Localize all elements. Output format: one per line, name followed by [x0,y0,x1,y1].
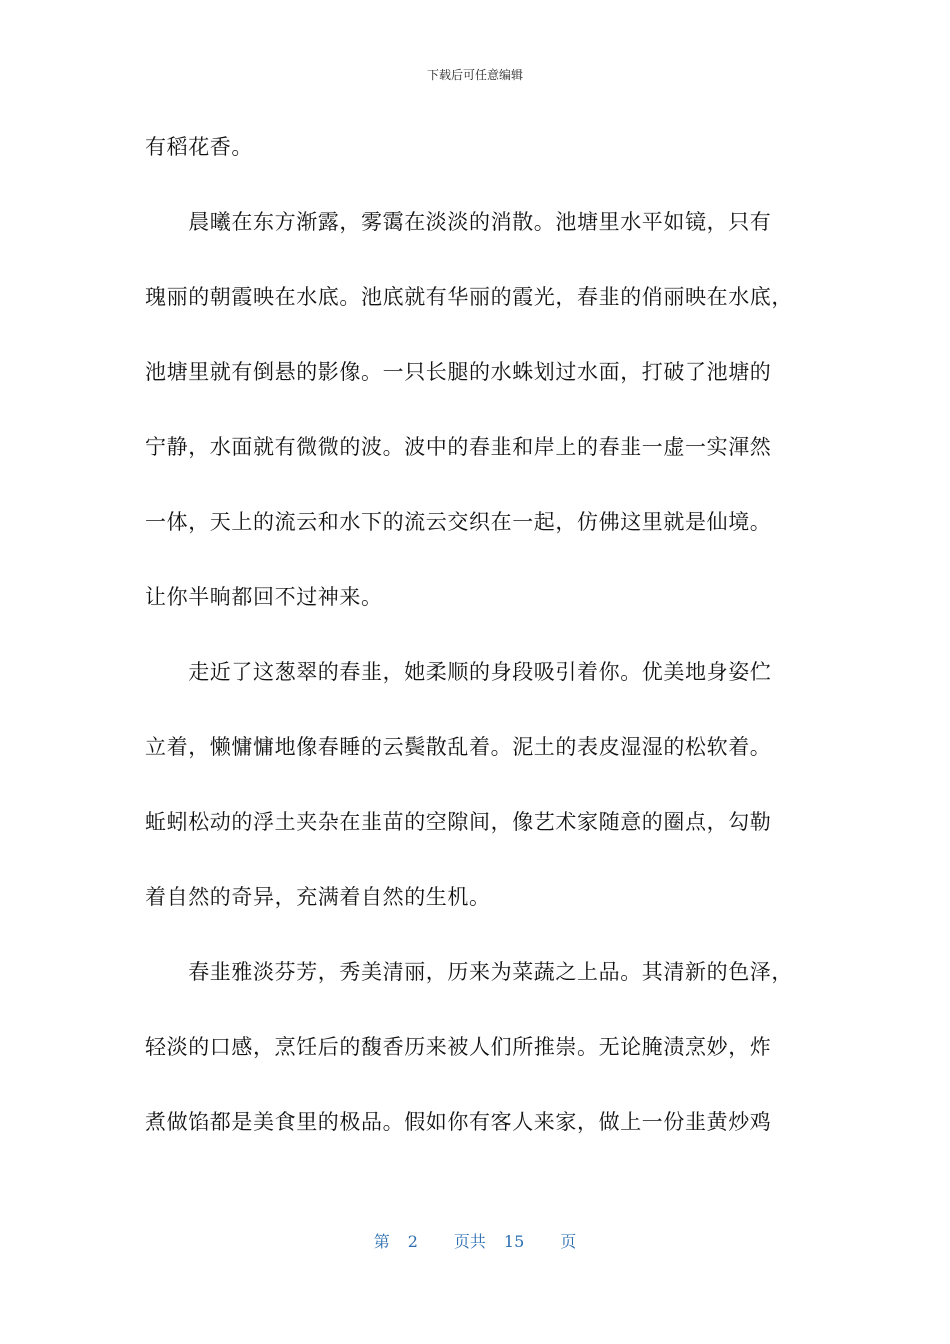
text-line: 轻淡的口感，烹饪后的馥香历来被人们所推崇。无论腌渍烹妙，炸 [145,1035,772,1059]
text-line: 煮做馅都是美食里的极品。假如你有客人来家，做上一份韭黄炒鸡 [145,1110,772,1134]
text-line: 春韭雅淡芬芳，秀美清丽，历来为菜蔬之上品。其清新的色泽， [145,960,793,984]
text-line: 宁静，水面就有微微的波。波中的春韭和岸上的春韭一虚一实渾然 [145,435,772,459]
text-line: 晨曦在东方渐露，雾霭在淡淡的消散。池塘里水平如镜，只有 [145,210,772,234]
text-line: 让你半晌都回不过神来。 [145,585,383,609]
text-line: 一体，天上的流云和水下的流云交织在一起，仿佛这里就是仙境。 [145,510,772,534]
text-line: 瑰丽的朝霞映在水底。池底就有华丽的霞光，春韭的俏丽映在水底， [145,285,793,309]
footer-suffix: 页 [560,1232,577,1251]
text-line: 有稻花香。 [145,135,253,159]
footer-prefix: 第 [373,1232,390,1251]
page-header: 下载后可任意编辑 [426,68,523,82]
text-line: 着自然的奇异，充满着自然的生机。 [145,885,491,909]
text-line: 立着，懒慵慵地像春睡的云鬓散乱着。泥土的表皮湿湿的松软着。 [145,735,772,759]
footer-middle: 页共 [453,1232,486,1251]
page-footer [0,1229,950,1252]
text-line: 池塘里就有倒悬的影像。一只长腿的水蛛划过水面，打破了池塘的 [145,360,772,384]
current-page-number: 2 [407,1232,418,1251]
text-line: 走近了这葱翠的春韭，她柔顺的身段吸引着你。优美地身姿伫 [145,660,772,684]
total-pages-number: 15 [503,1232,525,1251]
text-line: 蚯蚓松动的浮土夹杂在韭苗的空隙间，像艺术家随意的圈点，勾勒 [145,810,772,834]
